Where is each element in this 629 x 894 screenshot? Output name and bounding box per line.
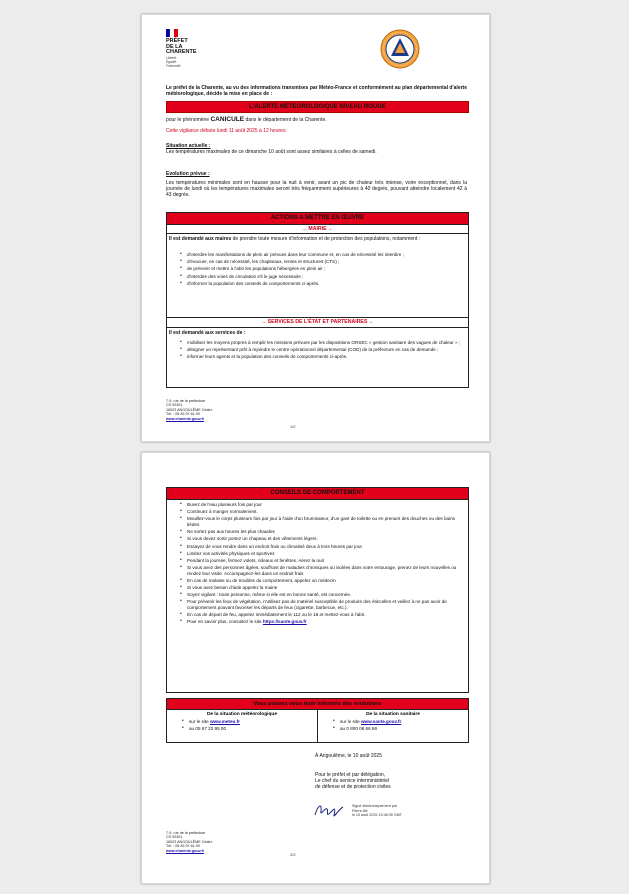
list-item: • d'interdire les manifestations de plein air prévues dans leur commune et, en cas de nécessité les interdire ; <box>187 252 462 258</box>
mairie-intro: Il est demandé aux maires de prendre toute mesure d'information et de protection des populations, notamment : <box>169 236 421 242</box>
intro-paragraph: Le préfet de la Charente, au vu des informations transmises par Météo-France et conformément au plan départemental d'alerte météorologique, décide la mise en place de : <box>166 85 467 98</box>
list-item: • sur le site www.meteo.fr <box>189 719 317 725</box>
list-item: • En cas de départ de feu, appelez immédiatement le 112 ou le 18 et mettez-vous à l'abri. <box>187 612 462 618</box>
mairie-list <box>177 252 462 288</box>
services-intro: Il est demandé aux services de : <box>169 330 246 336</box>
info-box <box>166 698 469 743</box>
actions-title: ACTIONS A METTRE EN ŒUVRE <box>167 213 468 225</box>
republic-motto: Liberté Égalité Fraternité <box>166 56 181 68</box>
vigilance-start: Cette vigilance débute lundi 11 août 2025 à 12 heures. <box>166 128 287 134</box>
list-item: • Pendant la journée, fermez volets, rideaux et fenêtres. Aérez la nuit <box>187 558 462 564</box>
situation-title: Situation actuelle : <box>166 143 211 149</box>
delegation-block: Pour le préfet et par délégation, Le chef du service interministériel de défense et de protection civiles <box>315 772 391 791</box>
list-item: • informer leurs agents et la population des conseils de comportements ci-après. <box>187 354 462 360</box>
evolution-title: Evolution prévue : <box>166 171 210 177</box>
handwritten-signature-icon <box>312 801 346 821</box>
sante-link[interactable]: https://sante.gouv.fr <box>262 619 307 625</box>
electronic-signature-note: Signé électroniquement par Pierre-Bé le 10 août 2025 13:48:35 GMT <box>352 804 403 818</box>
prefecture-website-link[interactable]: www.charente.gouv.fr <box>166 416 205 421</box>
evolution-text: Les températures minimales sont en hausse pour la nuit à venir, avant un pic de chaleur très intense, voire exceptionnel, dans la journée de lundi où les températures maximales seront très fréquemment supérieures à 40 degrés, pouvant atteindre localement 42 à 43 degrés. <box>166 180 467 199</box>
page-number: 2/2 <box>290 852 296 857</box>
list-item: • d'évacuer, en cas de nécessité, les chapiteaux, tentes et structures (CTS) ; <box>187 259 462 265</box>
list-item: • au 05 67 22 95 00 <box>189 726 317 732</box>
meteo-column <box>167 710 318 742</box>
list-item: • désigner un représentant prêt à rejoindre le centre opérationnel départemental (COD) de la préfecture en cas de demande ; <box>187 347 462 353</box>
meteo-header: De la situation météorologique <box>206 712 278 717</box>
list-item: • de prévenir et mettre à l'abri les populations hébergées en plein air ; <box>187 266 462 272</box>
situation-text: Les températures maximales de ce dimanche 10 août sont assez similaires à celles de samedi. <box>166 149 377 155</box>
prefecture-website-link[interactable]: www.charente.gouv.fr <box>166 848 205 853</box>
sante-gouv-link[interactable]: www.sante.gouv.fr <box>360 719 402 724</box>
document-page-2 <box>141 452 490 884</box>
list-item: • Soyez vigilant : toute personne, même si elle est en bonne santé, est concernée. <box>187 592 462 598</box>
mairie-header: → MAIRIE ← <box>301 226 334 232</box>
list-item: • d'interdire des voies de circulation s'il le juge nécessaire ; <box>187 274 462 280</box>
list-item: • d'informer la population des conseils de comportements ci-après. <box>187 281 462 287</box>
services-header: → SERVICES DE L'ÉTAT ET PARTENAIRES ← <box>261 319 374 325</box>
list-item: • au 0 800 06 66 66 <box>340 726 468 732</box>
list-item: • Pour prévenir les feux de végétation, n'utilisez pas de matériel susceptible de produire des étincelles et veillez à ne pas avoir de comportement pouvant favoriser les départs de feux (cigarette, barbecue, etc.). <box>187 599 462 610</box>
sanitaire-column <box>318 710 468 742</box>
list-item: • Si vous devez sortir portez un chapeau et des vêtements légers. <box>187 536 462 542</box>
list-item: • Continuez à manger normalement. <box>187 509 462 515</box>
phenomenon-name: CANICULE <box>210 116 245 123</box>
list-item: • En cas de malaise ou de troubles du comportement, appelez un médecin <box>187 578 462 584</box>
list-item: • mobiliser les moyens propres à remplir les missions prévues par les dispositions ORSEC « gestion sanitaire des vagues de chaleur » ; <box>187 340 462 346</box>
list-item: • Limitez vos activités physiques et sportives <box>187 551 462 557</box>
services-list <box>177 340 462 362</box>
list-item: • Ne sortez pas aux heures les plus chaudes <box>187 529 462 535</box>
page-number: 1/2 <box>290 424 296 429</box>
prefecture-address: 7-9, rue de la préfecture CS 92301 16023 ANGOULÊME Cedex Tél. : 05.45.97.61.00 www.charente.gouv.fr <box>166 399 213 421</box>
meteo-link[interactable]: www.meteo.fr <box>209 719 240 724</box>
place-date: À Angoulême, le 10 août 2025 <box>315 753 382 759</box>
list-item: • Buvez de l'eau plusieurs fois par jour <box>187 502 462 508</box>
list-item: • Pour en savoir plus, consultez le site https://sante.gouv.fr <box>187 619 462 625</box>
list-item: • Si vous avez des personnes âgées, souffrant de maladies chroniques ou isolées dans votre entourage, prenez de leurs nouvelles ou rendez leur visite. Accompagnez-les dans un endroit frais <box>187 565 462 576</box>
list-item: • Mouillez-vous le corps plusieurs fois par jour à l'aide d'un brumisateur, d'un gant de toilette ou en prenant des douches ou des bains tièdes <box>187 516 462 527</box>
prefecture-logo-text: PRÉFET DE LA CHARENTE <box>166 38 197 56</box>
marianne-logo-icon <box>166 29 178 37</box>
phenomenon-post: dans le département de la Charente. <box>245 117 327 123</box>
advice-list <box>177 502 462 627</box>
phenomenon-pre: pour le phénomène <box>166 117 210 123</box>
alert-level-banner: L'ALERTE METEOROLOGIQUE NIVEAU ROUGE <box>166 101 469 113</box>
prefecture-address: 7-9, rue de la préfecture CS 92301 16023 ANGOULÊME Cedex Tél. : 05.45.97.61.00 www.charente.gouv.fr <box>166 831 213 853</box>
document-page-1 <box>141 14 490 442</box>
advice-box <box>166 487 469 693</box>
info-title: Vous pouvez vous tenir informés des évolutions <box>167 699 468 710</box>
list-item: • Si vous avez besoin d'aide appelez la mairie <box>187 585 462 591</box>
sanitaire-header: De la situation sanitaire <box>366 712 420 717</box>
advice-title: CONSEILS DE COMPORTEMENT <box>167 488 468 500</box>
list-item: • Essayez de vous rendre dans un endroit frais ou climatisé deux à trois heures par jour. <box>187 544 462 550</box>
civil-protection-seal-icon <box>380 29 420 69</box>
list-item: • sur le site www.sante.gouv.fr <box>340 719 468 725</box>
phenomenon-line <box>166 117 467 123</box>
actions-box <box>166 212 469 388</box>
